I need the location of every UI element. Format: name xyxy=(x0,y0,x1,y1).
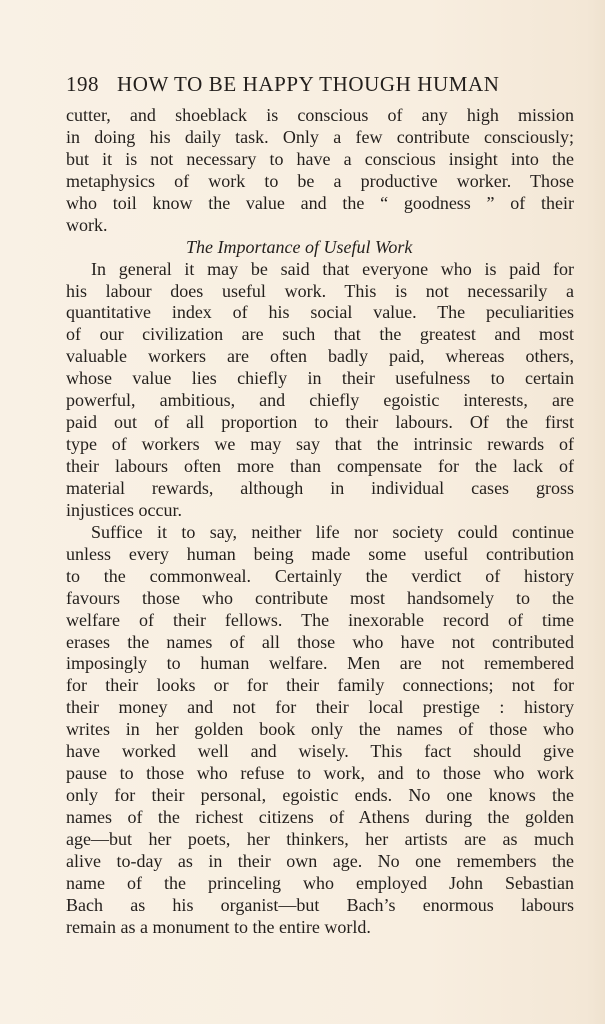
text-line: erases the names of all those who have not contributed xyxy=(66,631,574,652)
text-line: imposingly to human welfare. Men are not remembered xyxy=(66,653,574,674)
text-line: in doing his daily task. Only a few contribute consciously; xyxy=(66,126,574,147)
text-line: who toil know the value and the “ goodness ” of their xyxy=(66,192,574,213)
text-line: name of the princeling who employed John Sebastian xyxy=(66,872,574,893)
text-line: Suffice it to say, neither life nor society could continue xyxy=(91,521,574,542)
page-body xyxy=(66,105,574,939)
text-line: type of workers we may say that the intrinsic rewards of xyxy=(66,434,574,455)
page-header xyxy=(66,70,574,98)
text-line: of our civilization are such that the greatest and most xyxy=(66,324,574,345)
text-line: his labour does useful work. This is not necessarily a xyxy=(66,280,574,301)
text-line: but it is not necessary to have a conscious insight into the xyxy=(66,148,574,169)
text-line: welfare of their fellows. The inexorable record of time xyxy=(66,609,574,630)
text-line: material rewards, although in individual cases gross xyxy=(66,477,574,498)
text-line: whose value lies chiefly in their usefulness to certain xyxy=(66,368,574,389)
text-line: remain as a monument to the entire world. xyxy=(66,916,371,937)
text-line: their money and not for their local prestige : history xyxy=(66,697,574,718)
text-line: favours those who contribute most handsomely to the xyxy=(66,587,574,608)
text-line: to the commonweal. Certainly the verdict of history xyxy=(66,565,574,586)
text-line: In general it may be said that everyone who is paid for xyxy=(91,258,574,279)
text-line: injustices occur. xyxy=(66,499,182,520)
text-line: work. xyxy=(66,214,108,235)
text-line: for their looks or for their family connections; not for xyxy=(66,675,574,696)
text-line: metaphysics of work to be a productive worker. Those xyxy=(66,170,574,191)
text-line: quantitative index of his social value. The peculiarities xyxy=(66,302,574,323)
text-line: writes in her golden book only the names of those who xyxy=(66,719,574,740)
text-line: paid out of all proportion to their labours. Of the first xyxy=(66,412,574,433)
running-head: HOW TO BE HAPPY THOUGH HUMAN xyxy=(117,72,500,96)
text-line: alive to-day as in their own age. No one remembers the xyxy=(66,850,574,871)
text-line: have worked well and wisely. This fact should give xyxy=(66,741,574,762)
text-line: only for their personal, egoistic ends. No one knows the xyxy=(66,785,574,806)
text-line: age—but her poets, her thinkers, her artists are as much xyxy=(66,828,574,849)
text-line: cutter, and shoeblack is conscious of any high mission xyxy=(66,105,574,125)
text-line: unless every human being made some useful contribution xyxy=(66,543,574,564)
text-line: their labours often more than compensate for the lack of xyxy=(66,456,574,476)
text-line: valuable workers are often badly paid, whereas others, xyxy=(66,346,574,367)
text-line: names of the richest citizens of Athens during the golden xyxy=(66,807,574,827)
text-line: Bach as his organist—but Bach’s enormous labours xyxy=(66,894,574,915)
text-line: pause to those who refuse to work, and to those who work xyxy=(66,763,574,784)
page-number: 198 xyxy=(66,72,99,96)
section-heading: The Importance of Useful Work xyxy=(186,236,413,257)
text-line: powerful, ambitious, and chiefly egoistic interests, are xyxy=(66,390,574,411)
